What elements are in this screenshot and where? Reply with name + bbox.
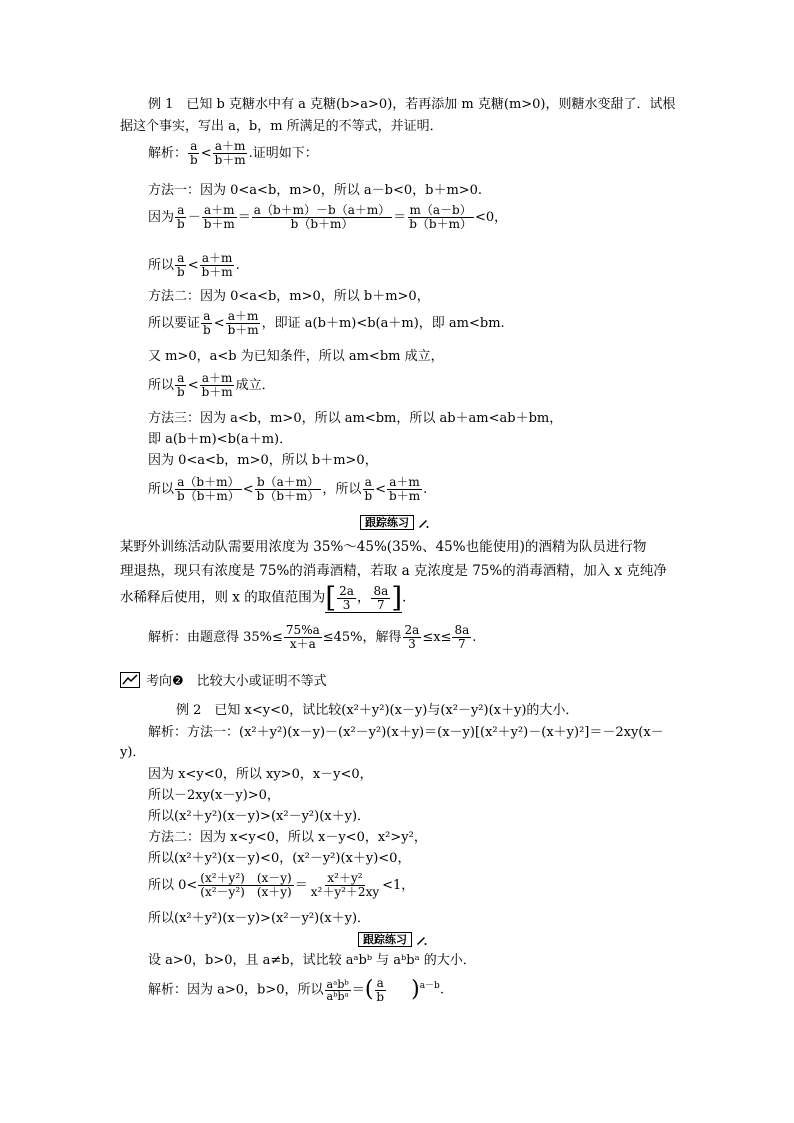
ex1-method3: 方法三：因为 a<b，m>0，所以 am<bm，所以 ab＋am<ab＋bm， xyxy=(148,411,563,426)
ex2-line7: 方法二：因为 x<y<0，所以 x－y<0，x²>y²， xyxy=(148,830,427,845)
p1-line3: 水稀释后使用，则 x 的取值范围为[ $\frac{2a}{3}$ ， $\frac{8a}{7}$ ]． xyxy=(120,581,416,614)
track-practice-badge xyxy=(360,515,429,530)
ex2-line8: 所以(x²＋y²)(x－y)<0，(x²－y²)(x＋y)<0， xyxy=(148,851,411,866)
ex1-method2: 方法二：因为 0<a<b，m>0，所以 b＋m>0， xyxy=(148,289,430,304)
ex1-method3-b: 即 a(b＋m)<b(a＋m)． xyxy=(148,432,293,447)
ex1-method3-d: 所以 $\frac{a(b+m)}{b(b+m)}$ < $\frac{b(a+m)}{b(b+m)}$ ，所以 $\frac{a}{b}$ < $\frac{a+m}{b+m}$ . xyxy=(148,475,428,503)
fraction: $\frac{a+m}{b+m}$ xyxy=(214,139,246,167)
track-practice-badge-2 xyxy=(358,932,427,947)
ex1-answer: 解析： $\frac{a}{b}$ < $\frac{a+m}{b+m}$ .证明如下： xyxy=(148,139,318,167)
ex2-line4: 因为 x<y<0，所以 xy>0，x－y<0， xyxy=(148,767,373,782)
p1-line2: 理退热，现只有浓度是 75%的消毒酒精，若取 a 克浓度是 75%的消毒酒精，加入 x 克纯净 xyxy=(120,563,667,579)
ex2-line5: 所以－2xy(x－y)>0， xyxy=(148,788,280,803)
ex2-line6: 所以(x²＋y²)(x－y)>(x²－y²)(x＋y)． xyxy=(148,809,371,824)
ex1-method1-conclusion: 所以 $\frac{a}{b}$ < $\frac{a+m}{b+m}$ . xyxy=(148,251,240,279)
ex2-line2: 解析：方法一：(x²＋y²)(x－y)－(x²－y²)(x＋y)＝(x－y)[(x²＋y²)－(x＋y)²]＝－2xy(x－ xyxy=(148,725,664,740)
p1-line1: 某野外训练活动队需要用浓度为 35%～45%(35%、45%也能使用)的酒精为队员进行物 xyxy=(120,539,647,555)
ex1-method1-calc: 因为 $\frac{a}{b}$ － $\frac{a+m}{b+m}$ ＝ $\frac{a(b+m)-b(a+m)}{b(b+m)}$ ＝ $\frac{m(a-b)}{b(b+m)}$ <0， xyxy=(148,203,508,231)
track-practice-label: 跟踪练习 xyxy=(360,515,414,530)
p2-solution: 解析：因为 a>0，b>0，所以 $\frac{\text{aᵃbᵇ}}{\text{aᵇbᵃ}}$ ＝( $\frac{a}{b}$ )$^{a-b}$. xyxy=(148,975,444,1004)
ex1-method2-c: 又 m>0，a<b 为已知条件，所以 am<bm 成立， xyxy=(148,349,444,364)
p2-line1: 设 a>0，b>0，且 a≠b，试比较 aᵃbᵇ 与 aᵇbᵃ 的大小． xyxy=(148,953,476,968)
ex2-line3: y)． xyxy=(120,745,146,760)
ex1-line2: 据这个事实，写出 a，b，m 所满足的不等式，并证明． xyxy=(120,119,443,134)
fraction: $\frac{a}{b}$ xyxy=(190,139,198,167)
ex1-method1: 方法一：因为 0<a<b，m>0，所以 a－b<0，b＋m>0. xyxy=(148,183,483,198)
answer-blank: [ $\frac{2a}{3}$ ， $\frac{8a}{7}$ ] xyxy=(325,581,403,614)
ex1-method2-d: 所以 $\frac{a}{b}$ < $\frac{a+m}{b+m}$ 成立． xyxy=(148,371,275,399)
p1-solution: 解析：由题意得 35%≤ $\frac{75\%a}{x+a}$ ≤45%，解得 $\frac{2a}{3}$ ≤x≤ $\frac{8a}{7}$ . xyxy=(148,623,477,651)
track-practice-label: 跟踪练习 xyxy=(358,932,412,947)
ex2-line10: 所以(x²＋y²)(x－y)>(x²－y²)(x＋y)． xyxy=(148,911,371,926)
ex1-method2-b: 所以要证 $\frac{a}{b}$ < $\frac{a+m}{b+m}$ ，即证 a(b＋m)<b(a＋m)，即 am<bm. xyxy=(148,309,505,337)
ex1-line1: 例 1 已知 b 克糖水中有 a 克糖(b>a>0)，若再添加 m 克糖(m>0)，则糖水变甜了．试根 xyxy=(148,97,676,112)
trend-chart-icon xyxy=(120,672,140,688)
pen-icon xyxy=(415,934,427,946)
pen-icon xyxy=(417,517,429,529)
section-title: 考向❷ 比较大小或证明不等式 xyxy=(146,674,327,689)
ex2-line1: 例 2 已知 x<y<0，试比较(x²＋y²)(x－y)与(x²－y²)(x＋y)的大小． xyxy=(176,703,579,718)
section-header xyxy=(120,670,327,689)
ex1-method3-c: 因为 0<a<b，m>0，所以 b＋m>0， xyxy=(148,453,378,468)
ex2-line9: 所以 0< $\frac{\text{(x²＋y²) (x－y)}}{\text{(x²－y²) (x＋y)}}$ ＝ $\frac{\text{x²＋y²}}{\text{x²＋y²＋2xy}}$ <1， xyxy=(148,871,415,899)
